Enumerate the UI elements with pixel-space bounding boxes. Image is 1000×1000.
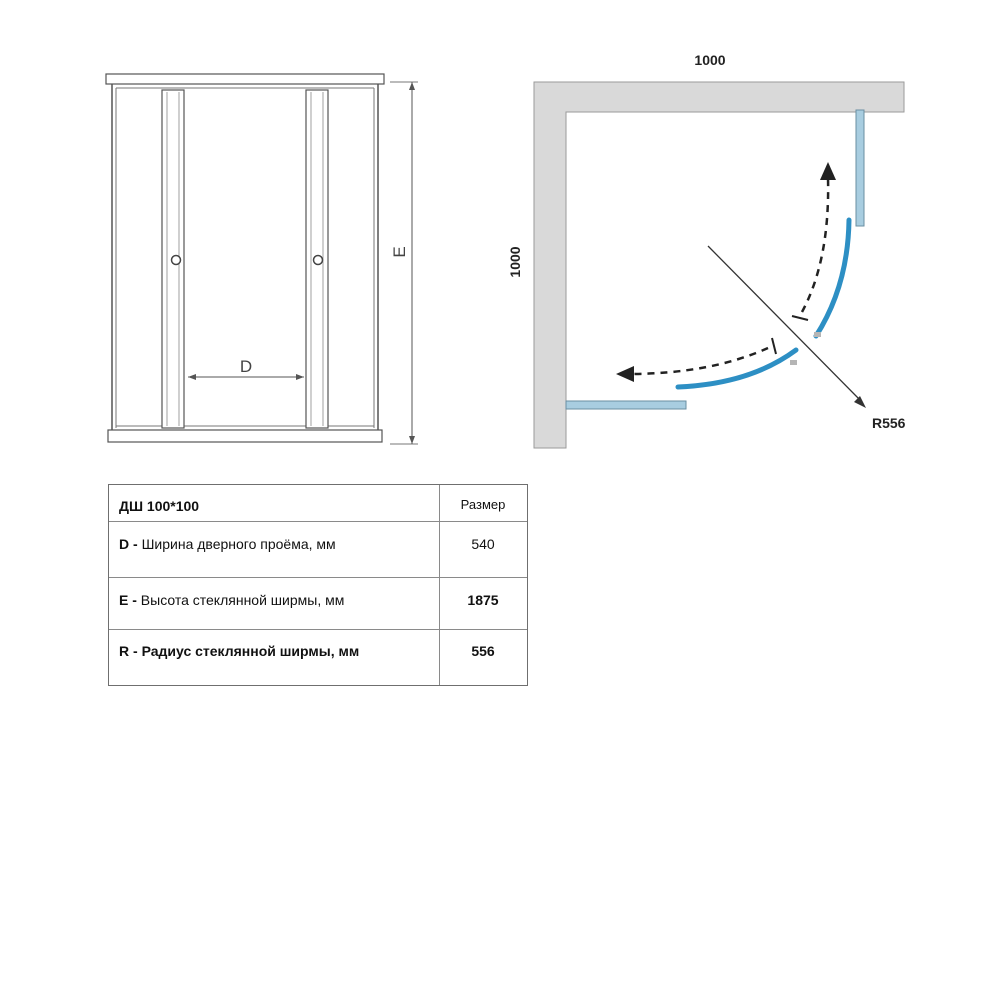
left-door-handle — [172, 256, 181, 265]
right-sliding-door — [816, 220, 849, 336]
front-view-drawing — [100, 70, 430, 460]
row-value: 556 — [471, 643, 495, 659]
right-fixed-glass-panel — [856, 110, 864, 226]
bottom-fixed-glass-panel — [566, 401, 686, 409]
dimension-e-label: E — [390, 246, 409, 258]
right-arrowhead — [820, 162, 836, 180]
dimension-d — [188, 357, 304, 380]
right-door-handle — [314, 256, 323, 265]
radius-label: R556 — [872, 415, 906, 431]
width-label: 1000 — [694, 52, 726, 68]
row-code: E — [119, 592, 129, 608]
row-value: 540 — [471, 536, 495, 552]
row-description: Радиус стеклянной ширмы, мм — [141, 643, 360, 659]
size-column-header: Размер — [460, 497, 506, 512]
right-door-opening-arrow — [802, 178, 828, 312]
dimension-d-label: D — [239, 357, 253, 376]
row-label — [119, 536, 336, 552]
seal — [790, 360, 797, 365]
left-arrowhead — [616, 366, 634, 382]
plan-view-drawing — [500, 40, 940, 460]
table-header-row — [109, 485, 527, 522]
row-code: R — [119, 643, 130, 659]
dimension-e — [390, 82, 418, 444]
bottom-tray — [108, 430, 382, 442]
row-label — [119, 643, 359, 659]
depth-label: 1000 — [507, 246, 523, 278]
spec-table — [108, 484, 528, 686]
table-row — [109, 630, 527, 685]
top-rail — [106, 74, 384, 84]
row-separator: - — [128, 592, 141, 608]
row-code: D — [119, 536, 130, 552]
table-row — [109, 578, 527, 630]
table-title: ДШ 100*100 — [119, 498, 200, 514]
row-description: Ширина дверного проёма, мм — [141, 536, 336, 552]
left-sliding-door — [678, 350, 796, 387]
row-separator: - — [129, 643, 142, 659]
row-separator: - — [129, 536, 142, 552]
seal — [814, 332, 821, 337]
table-row — [109, 522, 527, 578]
left-door-opening-arrow — [628, 348, 768, 374]
radius-arrowhead — [854, 396, 866, 408]
corner-walls — [534, 82, 904, 448]
row-value: 1875 — [467, 592, 499, 608]
row-label — [119, 592, 344, 608]
row-description: Высота стеклянной ширмы, мм — [140, 592, 345, 608]
